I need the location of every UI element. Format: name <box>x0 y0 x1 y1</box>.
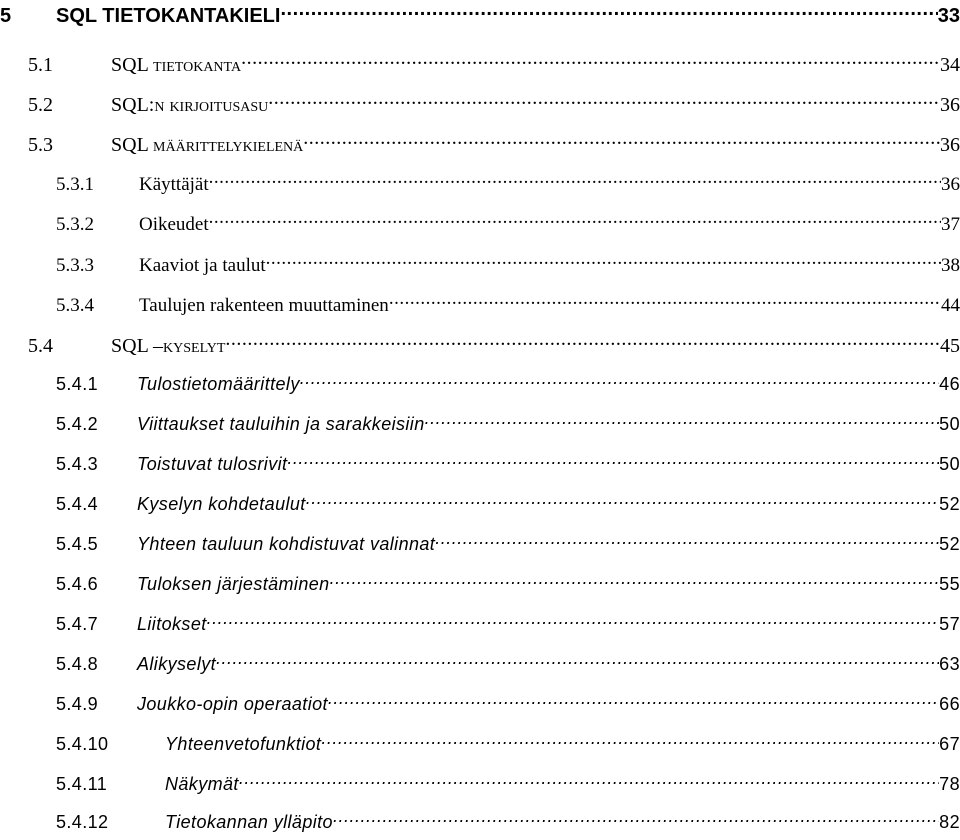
toc-leader <box>330 572 940 590</box>
toc-number: 5.4 <box>28 335 53 357</box>
toc-title: Tuloksen järjestäminen <box>137 574 330 594</box>
toc-entry-5-4-10[interactable] <box>56 732 960 762</box>
toc-page: 36 <box>940 134 960 156</box>
toc-title: Toistuvat tulosrivit <box>137 454 288 474</box>
toc-leader <box>209 171 941 190</box>
toc-leader <box>225 332 940 352</box>
toc-number: 5.4.5 <box>56 534 99 554</box>
toc-number: 5.3.1 <box>56 174 94 195</box>
toc-page: 44 <box>941 295 960 316</box>
toc-number: 5.4.4 <box>56 494 99 514</box>
toc-entry-5-4-1[interactable] <box>56 372 960 402</box>
toc-page: 36 <box>940 94 960 116</box>
toc-number: 5.4.10 <box>56 734 109 754</box>
toc-number: 5.3.3 <box>56 255 94 276</box>
toc-entry-5-3-2[interactable] <box>56 211 960 241</box>
toc-entry-5-4-11[interactable] <box>56 772 960 802</box>
toc-leader <box>241 51 940 71</box>
toc-leader <box>216 652 939 670</box>
toc-page: 52 <box>939 534 960 554</box>
toc-leader <box>303 131 940 151</box>
toc-number: 5.1 <box>28 54 53 76</box>
toc-page: 33 <box>937 5 960 27</box>
toc-number: 5.3.4 <box>56 295 94 316</box>
toc-page: 38 <box>941 255 960 276</box>
toc-entry-5-4-9[interactable] <box>56 692 960 722</box>
toc-entry-5-4-5[interactable] <box>56 532 960 562</box>
toc-title: Oikeudet <box>139 214 209 235</box>
toc-number: 5.4.9 <box>56 694 99 714</box>
toc-number: 5.4.11 <box>56 774 108 794</box>
toc-page: 37 <box>941 214 960 235</box>
toc-number: 5.3 <box>28 134 53 156</box>
toc-page: 52 <box>939 494 960 514</box>
toc-page: 67 <box>939 734 960 754</box>
toc-leader <box>209 211 941 230</box>
toc-title: Käyttäjät <box>139 174 209 195</box>
toc-title: Näkymät <box>165 774 239 794</box>
toc-leader <box>328 692 939 710</box>
toc-page: 55 <box>939 574 960 594</box>
toc-page: 45 <box>940 335 960 357</box>
toc-entry-5-3-3[interactable] <box>56 252 960 282</box>
toc-title: Yhteenvetofunktiot <box>165 734 322 754</box>
toc-leader <box>425 412 940 430</box>
toc-number: 5.4.3 <box>56 454 99 474</box>
toc-leader <box>306 492 939 510</box>
toc-page: 34 <box>940 54 960 76</box>
toc-number: 5.2 <box>28 94 53 116</box>
toc-page: 57 <box>939 614 960 634</box>
toc-title: SQL –kyselyt <box>111 335 226 357</box>
toc-entry-5-4-8[interactable] <box>56 652 960 682</box>
toc-page: 78 <box>939 774 960 794</box>
toc-number: 5.4.12 <box>56 812 109 832</box>
toc-leader <box>300 372 939 390</box>
toc-leader <box>333 810 939 828</box>
toc-title: Yhteen tauluun kohdistuvat valinnat <box>137 534 436 554</box>
toc-page: 82 <box>939 812 960 832</box>
toc-page: 50 <box>939 414 960 434</box>
toc-entry-5-3-4[interactable] <box>56 292 960 322</box>
toc-title: SQL TIETOKANTAKIELI <box>56 5 281 27</box>
toc-page: 46 <box>939 374 960 394</box>
toc-title: Alikyselyt <box>137 654 217 674</box>
toc-chapter-5[interactable] <box>0 2 960 32</box>
toc-entry-5-4-6[interactable] <box>56 572 960 602</box>
toc-entry-5-3[interactable] <box>28 131 960 161</box>
toc-leader <box>207 612 940 630</box>
toc-page: 50 <box>939 454 960 474</box>
toc-entry-5-3-1[interactable] <box>56 171 960 201</box>
toc-leader <box>287 452 939 470</box>
toc-number: 5.4.7 <box>56 614 99 634</box>
toc-entry-5-4-3[interactable] <box>56 452 960 482</box>
toc-entry-5-4-4[interactable] <box>56 492 960 522</box>
toc-title: SQL:n kirjoitusasu <box>111 94 269 116</box>
toc-title: Joukko-opin operaatiot <box>137 694 328 714</box>
toc-leader <box>435 532 939 550</box>
toc-entry-5-2[interactable] <box>28 91 960 121</box>
toc-title: Liitokset <box>137 614 207 634</box>
toc-number: 5 <box>0 5 12 27</box>
toc-leader <box>389 292 941 311</box>
toc-title: Taulujen rakenteen muuttaminen <box>139 295 389 316</box>
toc-title: Tietokannan ylläpito <box>165 812 333 832</box>
toc-leader <box>268 91 940 111</box>
toc-number: 5.4.1 <box>56 374 99 394</box>
toc-title: Tulostietomäärittely <box>137 374 300 394</box>
toc-leader <box>280 2 937 22</box>
toc-title: Viittaukset tauluihin ja sarakkeisiin <box>137 414 425 434</box>
toc-number: 5.4.8 <box>56 654 99 674</box>
toc-entry-5-4-2[interactable] <box>56 412 960 442</box>
toc-entry-5-4[interactable] <box>28 332 960 362</box>
toc-page: 36 <box>941 174 960 195</box>
toc-title: SQL tietokanta <box>111 54 242 76</box>
toc-title: Kyselyn kohdetaulut <box>137 494 306 514</box>
toc-entry-5-1[interactable] <box>28 51 960 81</box>
toc-leader <box>239 772 939 790</box>
toc-page: 63 <box>939 654 960 674</box>
toc-number: 5.3.2 <box>56 214 94 235</box>
toc-page: 66 <box>939 694 960 714</box>
toc-entry-5-4-7[interactable] <box>56 612 960 642</box>
toc-number: 5.4.6 <box>56 574 99 594</box>
toc-title: SQL määrittelykielenä <box>111 134 304 156</box>
toc-leader <box>266 252 941 271</box>
toc-number: 5.4.2 <box>56 414 99 434</box>
toc-title: Kaaviot ja taulut <box>139 255 266 276</box>
toc-leader <box>321 732 939 750</box>
